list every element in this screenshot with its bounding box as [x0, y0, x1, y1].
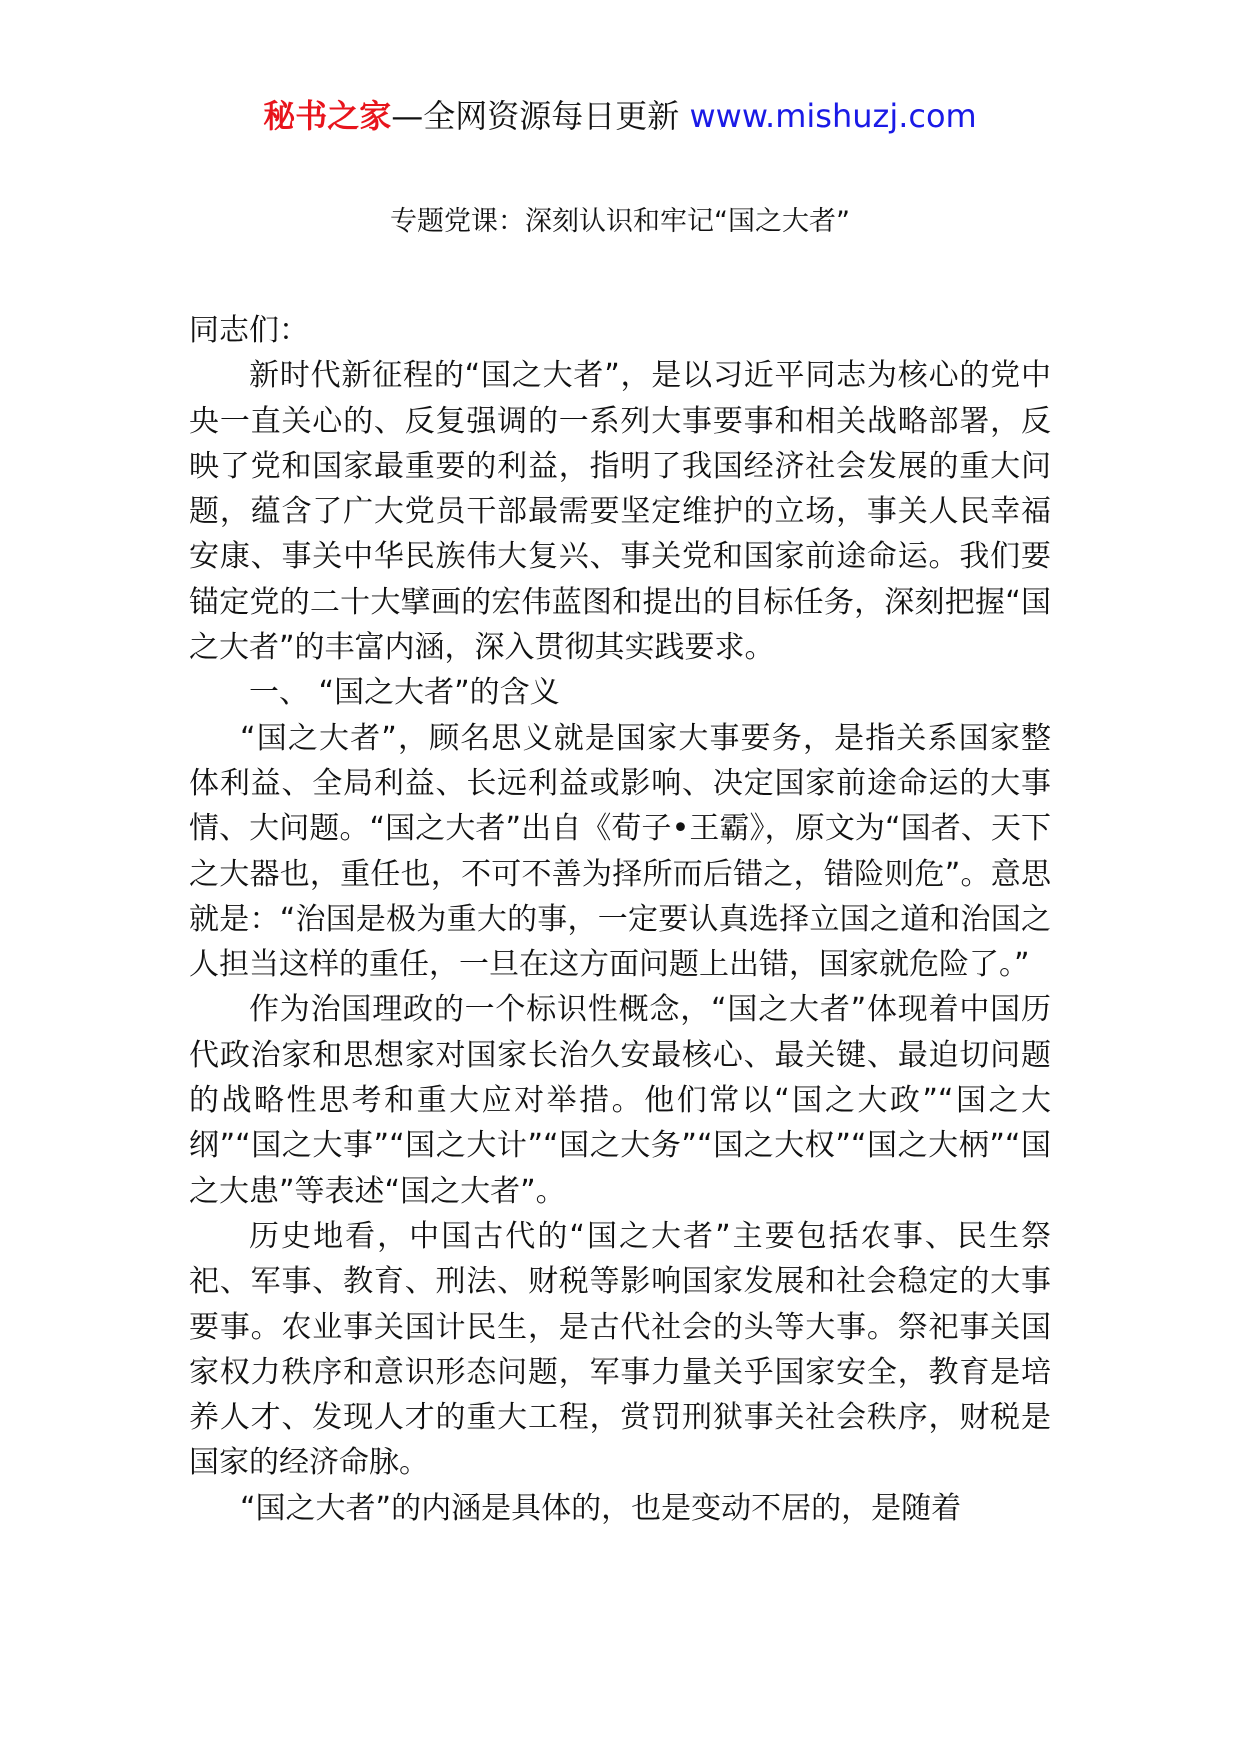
site-slogan: —全网资源每日更新	[391, 97, 690, 135]
site-url-link[interactable]: www.mishuzj.com	[689, 97, 977, 135]
paragraph-5: “国之大者”的内涵是具体的，也是变动不居的，是随着	[240, 1490, 962, 1526]
paragraph-4: 历史地看，中国古代的“国之大者”主要包括农事、民生祭祀、军事、教育、刑法、财税等影响国家发展和社会稳定的大事要事。农业事关国计民生，是古代社会的头等大事。祭祀事关国家权力秩序和意识形态问题，军事力量关乎国家安全，教育是培养人才、发现人才的重大工程，赏罚刑狱事关社会秩序，财税是国家的经济命脉。	[189, 1218, 1051, 1481]
paragraph-1: 新时代新征程的“国之大者”，是以习近平同志为核心的党中央一直关心的、反复强调的一系列大事要事和相关战略部署，反映了党和国家最重要的利益，指明了我国经济社会发展的重大问题，蕴含了广大党员干部最需要坚定维护的立场，事关人民幸福安康、事关中华民族伟大复兴、事关党和国家前途命运。我们要锚定党的二十大擘画的宏伟蓝图和提出的目标任务，深刻把握“国之大者”的丰富内涵，深入贯彻其实践要求。	[189, 358, 1051, 666]
document-title: 专题党课：深刻认识和牢记“国之大者”	[390, 206, 850, 237]
greeting: 同志们：	[189, 313, 309, 348]
paragraph-3: 作为治国理政的一个标识性概念，“国之大者”体现着中国历代政治家和思想家对国家长治久安最核心、最关键、最迫切问题的战略性思考和重大应对举措。他们常以“国之大政”“国之大纲”“国之大事”“国之大计”“国之大务”“国之大权”“国之大柄”“国之大患”等表述“国之大者”。	[189, 992, 1051, 1209]
section-heading-1: 一、 “国之大者”的含义	[249, 675, 560, 711]
document-body	[189, 308, 1051, 1531]
site-brand: 秘书之家	[263, 97, 392, 135]
paragraph-2: “国之大者”，顾名思义就是国家大事要务，是指关系国家整体利益、全局利益、长远利益或影响、决定国家前途命运的大事情、大问题。“国之大者”出自《荀子•王霸》，原文为“国者、天下之大器也，重任也，不可不善为择所而后错之，错险则危”。意思就是：“治国是极为重大的事，一定要认真选择立国之道和治国之人担当这样的重任，一旦在这方面问题上出错，国家就危险了。”	[189, 720, 1051, 983]
site-header	[0, 96, 1240, 136]
